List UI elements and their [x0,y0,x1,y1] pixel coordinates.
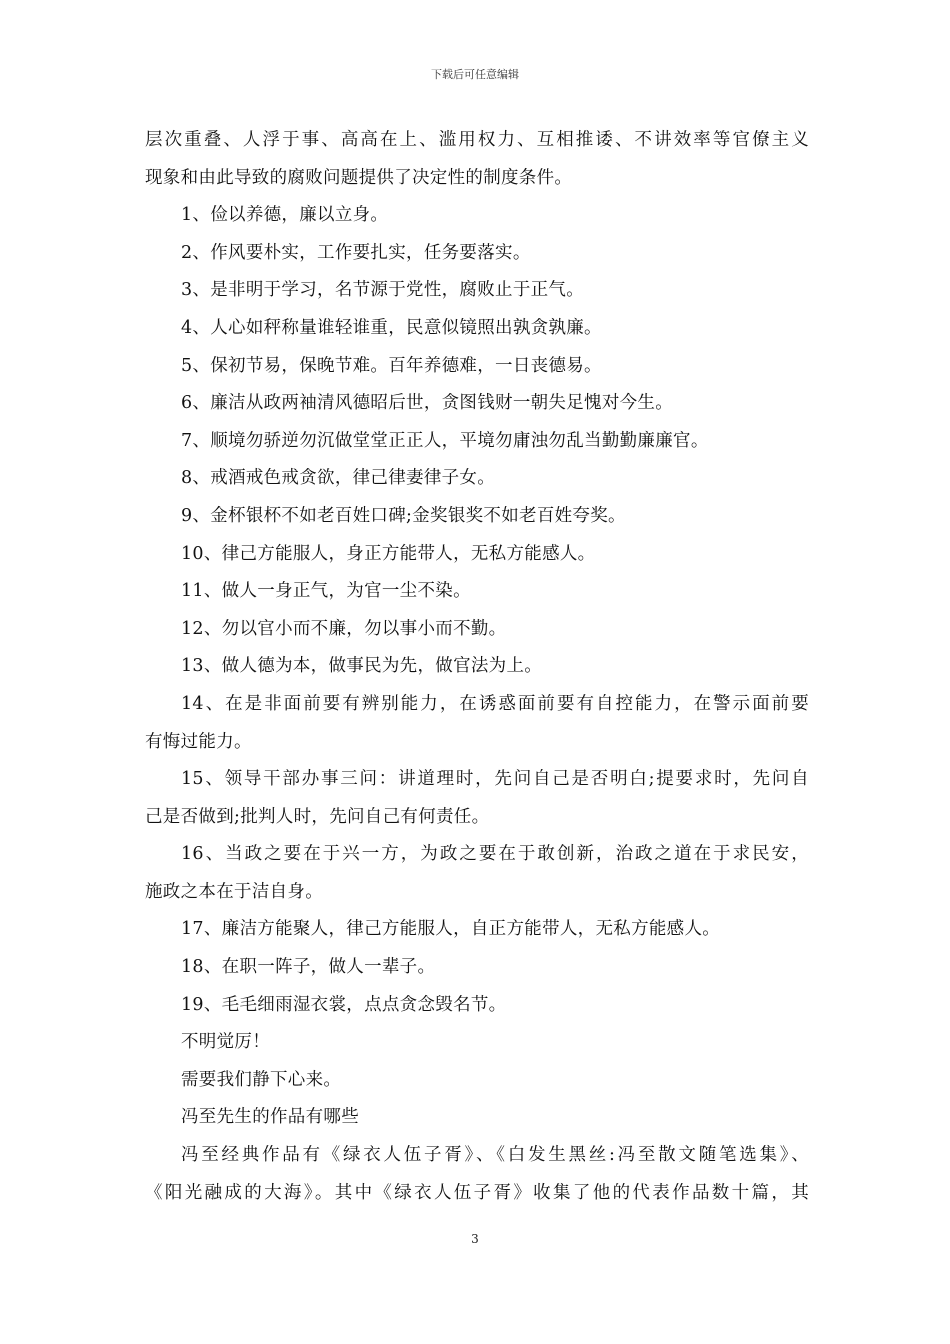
list-item: 7、顺境勿骄逆勿沉做堂堂正正人，平境勿庸浊勿乱当勤勤廉廉官。 [181,430,709,451]
list-item: 18、在职一阵子，做人一辈子。 [181,957,436,978]
list-item: 2、作风要朴实，工作要扎实，任务要落实。 [181,242,531,263]
paragraph-line: 《阳光融成的大海》。其中《绿衣人伍子胥》收集了他的代表作品数十篇，其 [145,1182,809,1203]
list-item: 11、做人一身正气，为官一尘不染。 [181,581,471,602]
list-item: 14、在是非面前要有辨别能力，在诱惑面前要有自控能力，在警示面前要 [181,693,809,714]
document-body [145,122,809,1212]
list-item: 15、领导干部办事三问：讲道理时，先问自己是否明白;提要求时，先问自 [181,769,809,790]
list-item-continuation: 施政之本在于洁自身。 [145,881,323,902]
list-item: 19、毛毛细雨湿衣裳，点点贪念毁名节。 [181,994,507,1015]
list-item-continuation: 己是否做到;批判人时，先问自己有何责任。 [145,806,490,827]
paragraph-line: 层次重叠、人浮于事、高高在上、滥用权力、互相推诿、不讲效率等官僚主义 [145,130,809,150]
list-item: 4、人心如秤称量谁轻谁重，民意似镜照出孰贪孰廉。 [181,317,602,338]
page-number: 3 [471,1232,479,1246]
page-header: 下载后可任意编辑 [431,68,519,81]
list-item: 8、戒酒戒色戒贪欲，律己律妻律子女。 [181,468,496,489]
paragraph-line: 现象和由此导致的腐败问题提供了决定性的制度条件。 [145,167,573,188]
paragraph-line: 需要我们静下心来。 [181,1069,342,1090]
list-item-continuation: 有悔过能力。 [145,731,252,752]
section-heading: 冯至先生的作品有哪些 [181,1107,359,1128]
paragraph-line: 不明觉厉！ [181,1032,270,1053]
list-item: 16、当政之要在于兴一方，为政之要在于敢创新，治政之道在于求民安， [181,844,809,865]
list-item: 6、廉洁从政两袖清风德昭后世，贪图钱财一朝失足愧对今生。 [181,393,674,414]
list-item: 17、廉洁方能聚人，律己方能服人，自正方能带人，无私方能感人。 [181,919,721,940]
list-item: 5、保初节易，保晚节难。百年养德难，一日丧德易。 [181,355,602,376]
list-item: 9、金杯银杯不如老百姓口碑;金奖银奖不如老百姓夸奖。 [181,505,626,526]
list-item: 3、是非明于学习，名节源于党性，腐败止于正气。 [181,280,585,301]
list-item: 1、俭以养德，廉以立身。 [181,205,389,226]
list-item: 10、律己方能服人，身正方能带人，无私方能感人。 [181,543,596,564]
list-item: 12、勿以官小而不廉，勿以事小而不勤。 [181,618,507,639]
list-item: 13、做人德为本，做事民为先，做官法为上。 [181,656,543,677]
paragraph-line: 冯至经典作品有《绿衣人伍子胥》、《白发生黑丝:冯至散文随笔选集》、 [181,1145,809,1166]
